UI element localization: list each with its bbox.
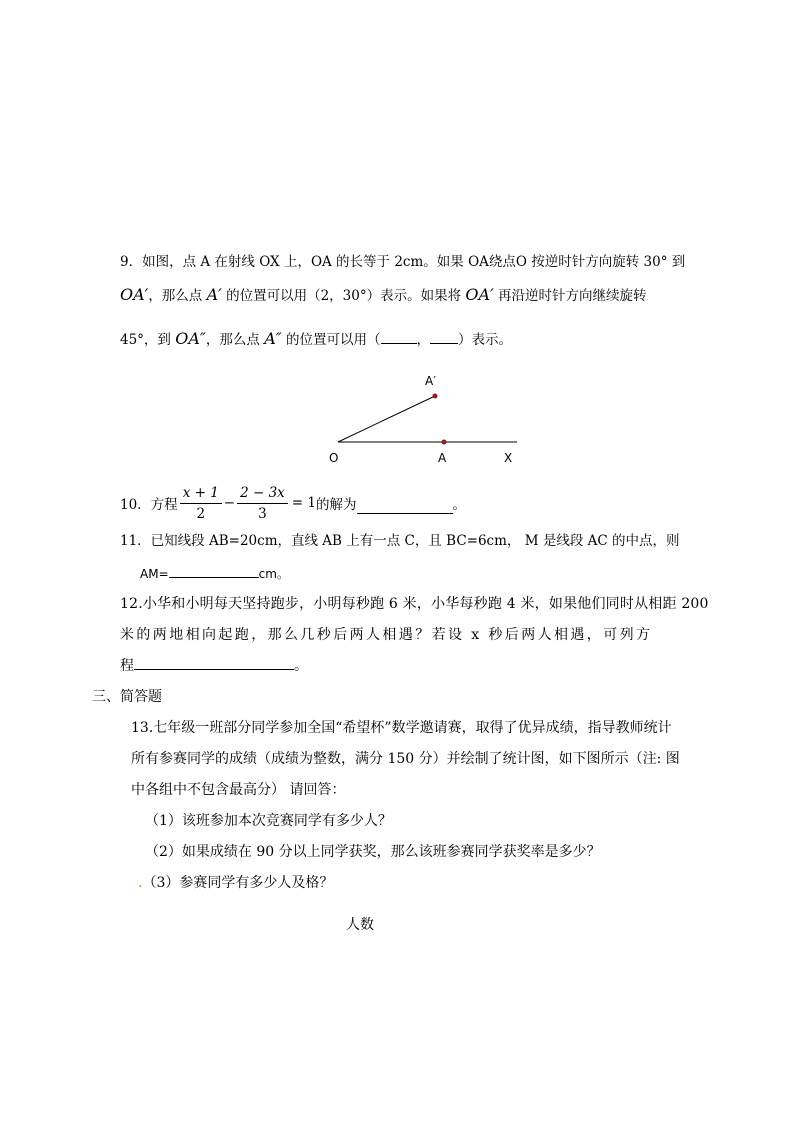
fraction-2-denominator: 3 <box>258 505 267 522</box>
q9-text: ， <box>416 332 431 348</box>
math-oa-prime: OA′ <box>465 285 494 304</box>
fraction-1-denominator: 2 <box>196 505 206 522</box>
math-oa-prime: OA′ <box>120 285 149 304</box>
section-title: 三、简答题 <box>92 689 162 705</box>
q9-text: ，那么点 <box>148 288 207 304</box>
q9-text: 再沿逆时针方向继续旋转 <box>493 288 647 304</box>
math-a-double-prime: A″ <box>264 329 282 348</box>
label-x: X <box>504 451 513 465</box>
q13-sub2: （2）如果成绩在 90 分以上同学获奖，那么该班参赛同学获奖率是多少？ <box>145 844 601 860</box>
chart-y-label: 人数 <box>346 917 374 933</box>
q13-line1: 13.七年级一班部分同学参加全国“希望杯”数学邀请赛，取得了优异成绩，指导教师统计 <box>131 720 672 736</box>
fraction-2-numerator: 2 − 3x <box>237 483 288 504</box>
fraction-2 <box>237 483 288 524</box>
equals-one: = 1 <box>291 495 316 511</box>
stray-dot: . <box>138 875 143 891</box>
q12-text: 。 <box>294 658 308 674</box>
point-a-prime <box>433 394 438 399</box>
q12-line1: 12.小华和小明每天坚持跑步，小明每秒跑 6 米，小华每秒跑 4 米，如果他们同时从相距 200 <box>120 596 709 612</box>
answer-blank[interactable] <box>381 331 417 344</box>
answer-blank[interactable] <box>430 331 458 344</box>
q9-text: ）表示。 <box>458 332 513 348</box>
q12-line3 <box>120 655 308 675</box>
q9-text: 45°，到 <box>120 332 176 348</box>
q11-am-label: AM= <box>140 567 169 581</box>
q10-end: 。 <box>452 497 466 513</box>
answer-blank[interactable] <box>357 501 453 514</box>
label-a-prime: A′ <box>425 374 436 388</box>
label-o: O <box>329 451 339 465</box>
fraction-1-numerator: x + 1 <box>180 483 222 504</box>
ray-oa-prime <box>338 396 435 442</box>
q10-line <box>120 481 466 525</box>
answer-blank[interactable] <box>134 657 294 670</box>
minus-sign: − <box>223 495 236 511</box>
point-a <box>442 440 447 445</box>
answer-blank[interactable] <box>169 565 259 578</box>
q11-line1: 11．已知线段 AB=20cm，直线 AB 上有一点 C，且 BC=6cm， M 是线段 AC 的中点，则 <box>120 533 680 549</box>
q9-text: 的位置可以用（ <box>281 332 381 348</box>
q13-sub1: （1）该班参加本次竞赛同学有多少人？ <box>145 813 392 829</box>
q9-line2 <box>120 284 647 304</box>
q11-line2 <box>140 565 289 582</box>
q13-sub3 <box>138 872 333 892</box>
q12-line2: 米的两地相向起跑，那么几秒后两人相遇？若设 x 秒后两人相遇，可列方 <box>120 627 653 643</box>
q9-line3 <box>120 328 512 348</box>
q10-suffix: 的解为 <box>316 497 357 513</box>
ray-figure <box>320 365 540 470</box>
q9-text: ，那么点 <box>205 332 265 348</box>
q9-line1: 9．如图，点 A 在射线 OX 上，OA 的长等于 2cm。如果 OA绕点O 按逆时针方向旋转 30° 到 <box>120 254 686 270</box>
math-a-prime: A′ <box>206 285 222 304</box>
q13-line3: 中各组中不包含最高分） 请回答： <box>131 782 346 798</box>
label-a: A <box>438 451 447 465</box>
q10-prefix: 10．方程 <box>120 497 178 513</box>
q13-line2: 所有参赛同学的成绩（成绩为整数，满分 150 分）并绘制了统计图，如下图所示（注: 图 <box>131 751 680 767</box>
fraction-1 <box>180 483 222 524</box>
q13-sub3-text: （3）参赛同学有多少人及格？ <box>142 875 334 891</box>
math-oa-double-prime: OA″ <box>175 329 206 348</box>
q12-text: 程 <box>120 658 134 674</box>
q9-text: 的位置可以用（2，30°）表示。如果将 <box>221 288 466 304</box>
q11-unit: cm。 <box>258 567 289 581</box>
